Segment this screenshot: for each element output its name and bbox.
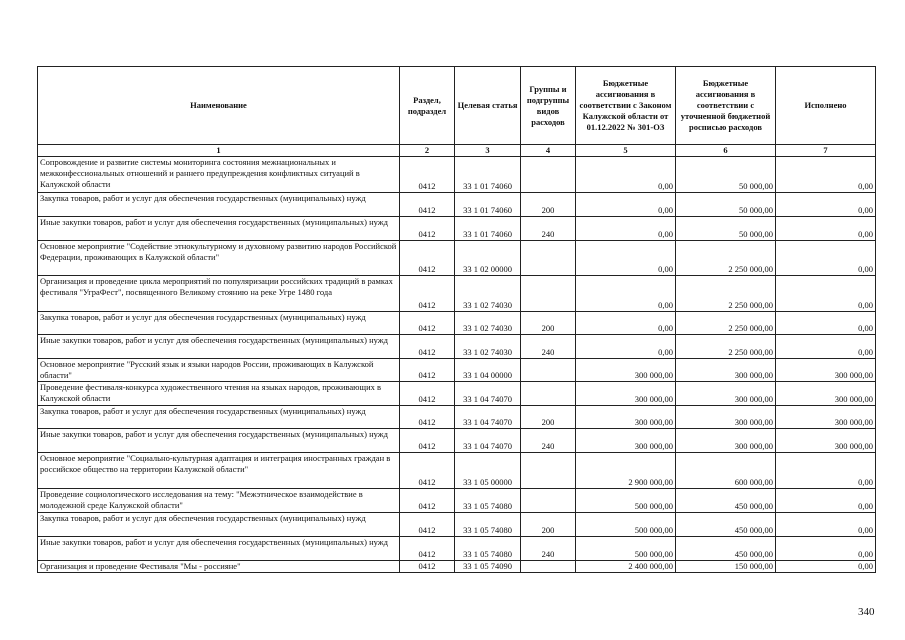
row-executed-amount: 300 000,00 (776, 359, 876, 382)
row-name: Закупка товаров, работ и услуг для обеспечения государственных (муниципальных) нужд (38, 312, 400, 335)
header-section: Раздел, подраздел (400, 67, 455, 145)
row-refined-amount: 150 000,00 (676, 561, 776, 573)
row-section: 0412 (400, 561, 455, 573)
row-section: 0412 (400, 276, 455, 312)
row-expense-group (521, 276, 576, 312)
row-executed-amount: 0,00 (776, 276, 876, 312)
header-law: Бюджетные ассигнования в соответствии с Законом Калужской области от 01.12.2022 № 301-ОЗ (576, 67, 676, 145)
header-target: Целевая статья (455, 67, 521, 145)
row-law-amount: 0,00 (576, 312, 676, 335)
row-refined-amount: 2 250 000,00 (676, 241, 776, 276)
row-target-article: 33 1 02 74030 (455, 335, 521, 359)
row-refined-amount: 300 000,00 (676, 382, 776, 406)
table-row (38, 276, 876, 312)
table-row (38, 312, 876, 335)
table-row (38, 157, 876, 193)
row-executed-amount: 0,00 (776, 453, 876, 489)
row-expense-group: 240 (521, 217, 576, 241)
row-executed-amount: 0,00 (776, 217, 876, 241)
row-expense-group (521, 489, 576, 513)
row-law-amount: 500 000,00 (576, 537, 676, 561)
row-executed-amount: 0,00 (776, 193, 876, 217)
row-expense-group: 200 (521, 312, 576, 335)
row-executed-amount: 0,00 (776, 312, 876, 335)
row-law-amount: 300 000,00 (576, 406, 676, 429)
column-number: 3 (455, 145, 521, 157)
header-name: Наименование (38, 67, 400, 145)
row-refined-amount: 600 000,00 (676, 453, 776, 489)
row-executed-amount: 300 000,00 (776, 382, 876, 406)
row-expense-group: 240 (521, 335, 576, 359)
row-section: 0412 (400, 193, 455, 217)
column-number-row (38, 145, 876, 157)
row-expense-group (521, 359, 576, 382)
table-row (38, 489, 876, 513)
row-executed-amount: 0,00 (776, 489, 876, 513)
row-refined-amount: 2 250 000,00 (676, 276, 776, 312)
row-refined-amount: 50 000,00 (676, 157, 776, 193)
row-name: Проведение фестиваля-конкурса художественного чтения на языках народов, проживающих в Калужской области (38, 382, 400, 406)
row-refined-amount: 50 000,00 (676, 217, 776, 241)
row-executed-amount: 0,00 (776, 335, 876, 359)
table-row (38, 241, 876, 276)
budget-table (37, 66, 876, 573)
table-row (38, 429, 876, 453)
row-target-article: 33 1 04 74070 (455, 382, 521, 406)
row-law-amount: 300 000,00 (576, 359, 676, 382)
row-name: Проведение социологического исследования на тему: "Межэтническое взаимодействие в молодежной среде Калужской области" (38, 489, 400, 513)
row-name: Закупка товаров, работ и услуг для обеспечения государственных (муниципальных) нужд (38, 406, 400, 429)
column-number: 7 (776, 145, 876, 157)
column-number: 1 (38, 145, 400, 157)
row-section: 0412 (400, 489, 455, 513)
row-expense-group: 200 (521, 513, 576, 537)
row-section: 0412 (400, 241, 455, 276)
row-refined-amount: 2 250 000,00 (676, 312, 776, 335)
row-refined-amount: 450 000,00 (676, 489, 776, 513)
row-refined-amount: 450 000,00 (676, 537, 776, 561)
row-name: Иные закупки товаров, работ и услуг для обеспечения государственных (муниципальных) нужд (38, 429, 400, 453)
column-number: 2 (400, 145, 455, 157)
row-section: 0412 (400, 382, 455, 406)
row-law-amount: 500 000,00 (576, 489, 676, 513)
row-law-amount: 0,00 (576, 241, 676, 276)
header-row (38, 67, 876, 145)
row-target-article: 33 1 01 74060 (455, 193, 521, 217)
row-name: Иные закупки товаров, работ и услуг для обеспечения государственных (муниципальных) нужд (38, 335, 400, 359)
row-refined-amount: 450 000,00 (676, 513, 776, 537)
row-refined-amount: 300 000,00 (676, 359, 776, 382)
row-expense-group (521, 453, 576, 489)
row-name: Иные закупки товаров, работ и услуг для обеспечения государственных (муниципальных) нужд (38, 537, 400, 561)
row-section: 0412 (400, 513, 455, 537)
page-number: 340 (858, 606, 875, 618)
header-refined: Бюджетные ассигнования в соответствии с уточненной бюджетной росписью расходов (676, 67, 776, 145)
row-expense-group: 200 (521, 193, 576, 217)
row-law-amount: 500 000,00 (576, 513, 676, 537)
row-executed-amount: 300 000,00 (776, 406, 876, 429)
row-expense-group (521, 157, 576, 193)
row-executed-amount: 0,00 (776, 241, 876, 276)
row-law-amount: 300 000,00 (576, 429, 676, 453)
column-number: 5 (576, 145, 676, 157)
row-expense-group (521, 241, 576, 276)
table-row (38, 406, 876, 429)
row-name: Закупка товаров, работ и услуг для обеспечения государственных (муниципальных) нужд (38, 513, 400, 537)
row-law-amount: 0,00 (576, 157, 676, 193)
row-name: Иные закупки товаров, работ и услуг для обеспечения государственных (муниципальных) нужд (38, 217, 400, 241)
table-row (38, 513, 876, 537)
row-executed-amount: 300 000,00 (776, 429, 876, 453)
row-executed-amount: 0,00 (776, 537, 876, 561)
row-target-article: 33 1 01 74060 (455, 157, 521, 193)
row-law-amount: 0,00 (576, 217, 676, 241)
row-refined-amount: 50 000,00 (676, 193, 776, 217)
row-section: 0412 (400, 453, 455, 489)
row-name: Основное мероприятие "Содействие этнокультурному и духовному развитию народов Российской Федерации, проживающих в Калужской области" (38, 241, 400, 276)
row-executed-amount: 0,00 (776, 157, 876, 193)
table-row (38, 537, 876, 561)
table-row (38, 453, 876, 489)
row-executed-amount: 0,00 (776, 513, 876, 537)
row-target-article: 33 1 04 00000 (455, 359, 521, 382)
row-name: Закупка товаров, работ и услуг для обеспечения государственных (муниципальных) нужд (38, 193, 400, 217)
row-name: Организация и проведение цикла мероприятий по популяризации российских традиций в рамках фестиваля "УграФест", посвященного Великому стоянию на реке Угре 1480 года (38, 276, 400, 312)
row-target-article: 33 1 02 00000 (455, 241, 521, 276)
row-name: Основное мероприятие "Социально-культурная адаптация и интеграция иностранных граждан в российское общество на территории Калужской области" (38, 453, 400, 489)
row-name: Сопровождение и развитие системы мониторинга состояния межнациональных и межконфессиональных отношений и раннего предупреждения конфликтных ситуаций в Калужской области (38, 157, 400, 193)
table-row (38, 335, 876, 359)
row-section: 0412 (400, 537, 455, 561)
row-target-article: 33 1 05 00000 (455, 453, 521, 489)
row-section: 0412 (400, 217, 455, 241)
row-law-amount: 0,00 (576, 335, 676, 359)
row-target-article: 33 1 05 74090 (455, 561, 521, 573)
row-expense-group: 200 (521, 406, 576, 429)
column-number: 4 (521, 145, 576, 157)
table-row (38, 382, 876, 406)
row-section: 0412 (400, 312, 455, 335)
row-section: 0412 (400, 429, 455, 453)
row-law-amount: 2 400 000,00 (576, 561, 676, 573)
row-section: 0412 (400, 157, 455, 193)
row-law-amount: 0,00 (576, 276, 676, 312)
row-target-article: 33 1 05 74080 (455, 537, 521, 561)
header-group: Группы и подгруппы видов расходов (521, 67, 576, 145)
table-row (38, 193, 876, 217)
row-law-amount: 300 000,00 (576, 382, 676, 406)
row-target-article: 33 1 01 74060 (455, 217, 521, 241)
row-refined-amount: 300 000,00 (676, 406, 776, 429)
row-expense-group (521, 382, 576, 406)
row-expense-group: 240 (521, 537, 576, 561)
table-row (38, 561, 876, 573)
row-section: 0412 (400, 406, 455, 429)
row-refined-amount: 300 000,00 (676, 429, 776, 453)
row-law-amount: 0,00 (576, 193, 676, 217)
row-section: 0412 (400, 359, 455, 382)
row-section: 0412 (400, 335, 455, 359)
row-target-article: 33 1 05 74080 (455, 513, 521, 537)
row-executed-amount: 0,00 (776, 561, 876, 573)
row-expense-group: 240 (521, 429, 576, 453)
row-target-article: 33 1 02 74030 (455, 312, 521, 335)
header-executed: Исполнено (776, 67, 876, 145)
row-target-article: 33 1 04 74070 (455, 406, 521, 429)
table-row (38, 217, 876, 241)
row-target-article: 33 1 02 74030 (455, 276, 521, 312)
row-name: Организация и проведение Фестиваля "Мы - россияне" (38, 561, 400, 573)
row-expense-group (521, 561, 576, 573)
row-target-article: 33 1 05 74080 (455, 489, 521, 513)
row-name: Основное мероприятие "Русский язык и языки народов России, проживающих в Калужской области" (38, 359, 400, 382)
table-body (38, 157, 876, 573)
column-number: 6 (676, 145, 776, 157)
row-target-article: 33 1 04 74070 (455, 429, 521, 453)
row-law-amount: 2 900 000,00 (576, 453, 676, 489)
table-row (38, 359, 876, 382)
row-refined-amount: 2 250 000,00 (676, 335, 776, 359)
